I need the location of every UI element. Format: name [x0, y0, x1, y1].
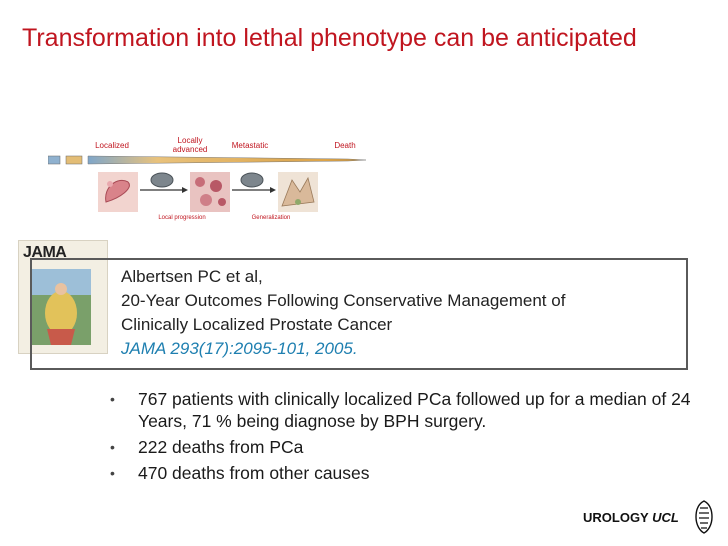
reference-title-line1: 20-Year Outcomes Following Conservative Management of: [121, 291, 566, 310]
tissue-image-localized: [98, 172, 138, 212]
bullet-marker: •: [110, 439, 115, 455]
cover-logo: JAMA: [23, 244, 67, 261]
stage-label-metastatic: Metastatic: [231, 141, 269, 150]
university-seal-icon: [695, 500, 713, 534]
bullet-item: [110, 462, 710, 484]
reference-title-line2: Clinically Localized Prostate Cancer: [121, 315, 393, 334]
tissue-image-metastatic: [278, 172, 318, 212]
footer-logo-text: [583, 510, 679, 525]
bullet-text: 470 deaths from other causes: [138, 463, 370, 483]
bullet-text: 222 deaths from PCa: [138, 437, 304, 457]
bullet-text: 767 patients with clinically localized PCa followed up for a median of 24 Years, 71 % being diagnose by BPH surgery.: [138, 389, 691, 431]
stage-label-localized: Localized: [95, 141, 129, 150]
progression-arrow: [48, 155, 368, 165]
bullet-marker: •: [110, 391, 115, 407]
footer-label-italic: UCL: [652, 510, 679, 525]
bullet-item: [110, 388, 710, 432]
bullet-list: [110, 388, 710, 488]
arrow-right-icon: [232, 186, 276, 194]
slide-title: Transformation into lethal phenotype can be anticipated: [22, 24, 637, 52]
tissue-image-locally-advanced: [190, 172, 230, 212]
reference-author: Albertsen PC et al,: [121, 267, 263, 286]
stage-label-death: Death: [334, 141, 356, 150]
step-label-local-progression: Local progression: [158, 215, 206, 221]
reference-journal: JAMA 293(17):2095-101, 2005.: [121, 339, 358, 358]
arrow-right-icon: [140, 186, 188, 194]
step-label-generalization: Generalization: [251, 215, 291, 221]
progression-diagram: [0, 0, 728, 240]
bullet-marker: •: [110, 465, 115, 481]
bullet-item: [110, 436, 710, 458]
stage-label-locally-advanced: Locally advanced: [172, 136, 208, 154]
footer-label: UROLOGY: [583, 510, 649, 525]
